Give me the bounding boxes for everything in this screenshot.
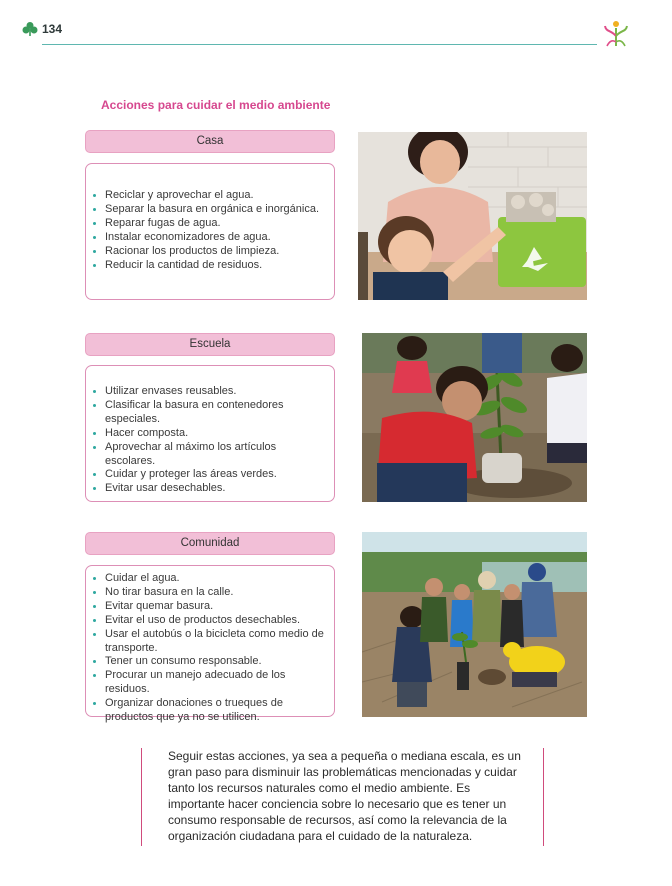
list-item: Racionar los productos de limpieza. xyxy=(86,245,334,259)
sprout-figure-icon xyxy=(603,20,629,48)
list-item: Cuidar y proteger las áreas verdes. xyxy=(86,468,334,482)
category-comunidad-heading: Comunidad xyxy=(85,532,335,555)
comunidad-action-list xyxy=(86,572,334,725)
list-item: Cuidar el agua. xyxy=(86,572,334,586)
list-item: Evitar el uso de productos desechables. xyxy=(86,614,334,628)
list-item: Reducir la cantidad de residuos. xyxy=(86,259,334,273)
list-item: Evitar usar desechables. xyxy=(86,482,334,496)
community-planting-photo xyxy=(362,532,587,717)
category-escuela-heading: Escuela xyxy=(85,333,335,356)
bullet-icon xyxy=(93,404,96,407)
list-item: Reciclar y aprovechar el agua. xyxy=(86,189,334,203)
list-item: Procurar un manejo adecuado de los residuos. xyxy=(86,669,334,697)
escuela-action-list xyxy=(86,385,334,496)
bullet-icon xyxy=(93,264,96,267)
page-number: 134 xyxy=(42,22,63,36)
bullet-icon xyxy=(93,674,96,677)
recycling-bin-photo xyxy=(358,132,587,300)
list-item: No tirar basura en la calle. xyxy=(86,586,334,600)
bullet-icon xyxy=(93,432,96,435)
list-item: Clasificar la basura en contenedores especiales. xyxy=(86,399,334,427)
bullet-icon xyxy=(93,208,96,211)
bullet-icon xyxy=(93,222,96,225)
section-title: Acciones para cuidar el medio ambiente xyxy=(101,98,331,112)
casa-action-list xyxy=(86,189,334,272)
list-item: Organizar donaciones o trueques de productos que ya no se utilicen. xyxy=(86,697,334,725)
list-item: Usar el autobús o la bicicleta como medio de transporte. xyxy=(86,628,334,656)
list-item: Hacer composta. xyxy=(86,427,334,441)
list-item: Reparar fugas de agua. xyxy=(86,217,334,231)
bullet-icon xyxy=(93,250,96,253)
bullet-icon xyxy=(93,591,96,594)
list-item: Tener un consumo responsable. xyxy=(86,655,334,669)
summary-paragraph: Seguir estas acciones, ya sea a pequeña o mediana escala, es un gran paso para disminuir las problemáticas mencionadas y cuidar tanto los recursos naturales como el medio ambiente. Es importante hacer conciencia sobre lo necesario que es tener un consumo responsable de recursos, así como la relevancia de la organización ciudadana para el cuidado de la naturaleza. xyxy=(141,748,544,846)
header-rule xyxy=(42,44,597,45)
bullet-icon xyxy=(93,605,96,608)
bullet-icon xyxy=(93,487,96,490)
list-item: Aprovechar al máximo los artículos escolares. xyxy=(86,441,334,469)
bullet-icon xyxy=(93,194,96,197)
bullet-icon xyxy=(93,577,96,580)
category-casa-heading: Casa xyxy=(85,130,335,153)
category-escuela-card xyxy=(85,365,335,502)
category-casa-card xyxy=(85,163,335,300)
bullet-icon xyxy=(93,702,96,705)
list-item: Evitar quemar basura. xyxy=(86,600,334,614)
bullet-icon xyxy=(93,446,96,449)
bullet-icon xyxy=(93,473,96,476)
plant-leaf-icon xyxy=(22,21,38,37)
list-item: Separar la basura en orgánica e inorgánica. xyxy=(86,203,334,217)
bullet-icon xyxy=(93,660,96,663)
planting-tree-photo xyxy=(362,333,587,502)
bullet-icon xyxy=(93,236,96,239)
bullet-icon xyxy=(93,619,96,622)
list-item: Utilizar envases reusables. xyxy=(86,385,334,399)
list-item: Instalar economizadores de agua. xyxy=(86,231,334,245)
bullet-icon xyxy=(93,390,96,393)
category-comunidad-card xyxy=(85,565,335,724)
bullet-icon xyxy=(93,633,96,636)
